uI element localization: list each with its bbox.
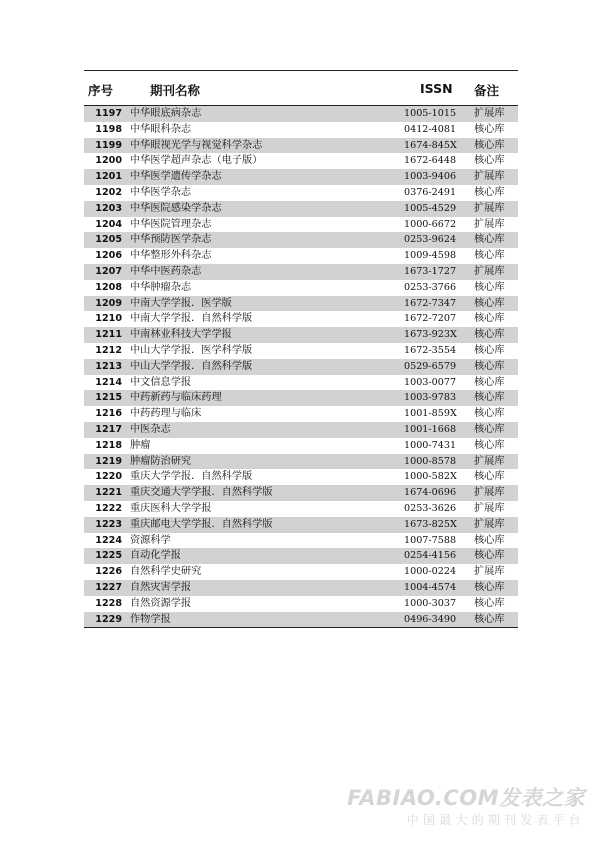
row-number: 1227 (95, 581, 122, 593)
row-number: 1218 (95, 439, 122, 451)
library-note: 扩展库 (474, 202, 505, 214)
library-note: 扩展库 (474, 455, 505, 467)
row-number: 1222 (95, 502, 122, 514)
issn-value: 1000-6672 (404, 218, 457, 230)
library-note: 核心库 (474, 471, 505, 483)
row-number: 1215 (95, 392, 122, 404)
journal-name: 肿瘤 (130, 439, 151, 451)
row-number: 1204 (95, 218, 122, 230)
journal-name: 中华医学遗传学杂志 (130, 171, 222, 183)
library-note: 扩展库 (474, 502, 505, 514)
table-row (84, 548, 518, 564)
issn-value: 1000-582X (404, 471, 457, 483)
row-number: 1224 (95, 534, 122, 546)
table-row (84, 153, 518, 169)
table-row (84, 169, 518, 185)
library-note: 扩展库 (474, 566, 505, 578)
table-row (84, 264, 518, 280)
issn-value: 0496-3490 (404, 613, 457, 625)
issn-value: 1005-4529 (404, 202, 457, 214)
table-row (84, 564, 518, 580)
row-number: 1229 (95, 613, 122, 625)
library-note: 核心库 (474, 234, 505, 246)
row-number: 1210 (95, 313, 122, 325)
library-note: 核心库 (474, 581, 505, 593)
table-row (84, 612, 518, 628)
journal-name: 中华肿瘤杂志 (130, 281, 192, 293)
row-number: 1212 (95, 344, 122, 356)
header-note: 备注 (474, 83, 500, 98)
header-name: 期刊名称 (150, 83, 201, 98)
table-row (84, 517, 518, 533)
row-number: 1199 (95, 139, 122, 151)
issn-value: 1000-0224 (404, 566, 457, 578)
table-row (84, 311, 518, 327)
journal-name: 中华医院管理杂志 (130, 218, 212, 230)
row-number: 1214 (95, 376, 122, 388)
journal-table (84, 70, 518, 628)
library-note: 扩展库 (474, 108, 505, 119)
issn-value: 1674-845X (404, 139, 457, 151)
library-note: 核心库 (474, 297, 505, 309)
table-row (84, 406, 518, 422)
issn-value: 1007-7588 (404, 534, 457, 546)
library-note: 扩展库 (474, 518, 505, 530)
issn-value: 1009-4598 (404, 250, 457, 262)
table-row (84, 596, 518, 612)
issn-value: 1672-7347 (404, 297, 457, 309)
library-note: 扩展库 (474, 487, 505, 499)
issn-value: 1003-9406 (404, 171, 457, 183)
row-number: 1209 (95, 297, 122, 309)
issn-value: 1001-859X (404, 408, 457, 420)
library-note: 扩展库 (474, 218, 505, 230)
table-body (84, 106, 518, 627)
row-number: 1226 (95, 566, 122, 578)
journal-name: 中华医学杂志 (130, 186, 192, 198)
journal-name: 中华眼科杂志 (130, 123, 192, 135)
row-number: 1221 (95, 487, 122, 499)
watermark-brand: FABIAO.COM发表之家 (347, 786, 585, 810)
table-row (84, 343, 518, 359)
table-row (84, 485, 518, 501)
library-note: 核心库 (474, 139, 505, 151)
journal-name: 中华中医药杂志 (130, 265, 202, 277)
table-row (84, 438, 518, 454)
journal-name: 中华眼视光学与视觉科学杂志 (130, 139, 263, 151)
row-number: 1217 (95, 423, 122, 435)
table-row (84, 248, 518, 264)
row-number: 1201 (95, 171, 122, 183)
journal-name: 中药新药与临床药理 (130, 392, 222, 404)
issn-value: 1005-1015 (404, 108, 457, 119)
issn-value: 0253-3766 (404, 281, 457, 293)
issn-value: 1000-3037 (404, 597, 457, 609)
issn-value: 1674-0696 (404, 487, 457, 499)
journal-name: 自然灾害学报 (130, 581, 192, 593)
table-row (84, 296, 518, 312)
table-row (84, 469, 518, 485)
table-row (84, 422, 518, 438)
row-number: 1219 (95, 455, 122, 467)
library-note: 扩展库 (474, 265, 505, 277)
issn-value: 0529-6579 (404, 360, 457, 372)
journal-name: 资源科学 (130, 534, 171, 546)
issn-value: 1003-0077 (404, 376, 457, 388)
table-row (84, 454, 518, 470)
journal-name: 重庆邮电大学学报．自然科学版 (130, 518, 273, 530)
journal-name: 自然科学史研究 (130, 566, 202, 578)
row-number: 1216 (95, 408, 122, 420)
journal-name: 自动化学报 (130, 550, 181, 562)
table-row (84, 501, 518, 517)
issn-value: 1672-6448 (404, 155, 457, 167)
issn-value: 1673-825X (404, 518, 457, 530)
issn-value: 1673-923X (404, 329, 457, 341)
journal-name: 中药药理与临床 (130, 408, 202, 420)
header-issn: ISSN (420, 81, 453, 96)
library-note: 核心库 (474, 329, 505, 341)
row-number: 1203 (95, 202, 122, 214)
row-number: 1206 (95, 250, 122, 262)
table-header (84, 71, 518, 105)
table-row (84, 201, 518, 217)
table-row (84, 106, 518, 122)
journal-name: 中山大学学报．自然科学版 (130, 360, 253, 372)
watermark-tagline: 中国最大的期刊发表平台 (406, 813, 585, 827)
table-row (84, 185, 518, 201)
journal-name: 重庆医科大学学报 (130, 502, 212, 514)
journal-name: 中华医学超声杂志（电子版） (130, 155, 263, 167)
row-number: 1211 (95, 329, 122, 341)
issn-value: 0253-9624 (404, 234, 457, 246)
row-number: 1213 (95, 360, 122, 372)
table-bottom-rule (84, 627, 518, 628)
issn-value: 0254-4156 (404, 550, 457, 562)
row-number: 1202 (95, 186, 122, 198)
issn-value: 1673-1727 (404, 265, 457, 277)
issn-value: 0412-4081 (404, 123, 457, 135)
header-no: 序号 (88, 83, 114, 98)
library-note: 扩展库 (474, 171, 505, 183)
library-note: 核心库 (474, 613, 505, 625)
table-row (84, 390, 518, 406)
library-note: 核心库 (474, 123, 505, 135)
library-note: 核心库 (474, 155, 505, 167)
journal-name: 中华眼底病杂志 (130, 108, 202, 119)
row-number: 1200 (95, 155, 122, 167)
library-note: 核心库 (474, 597, 505, 609)
row-number: 1223 (95, 518, 122, 530)
issn-value: 1000-7431 (404, 439, 457, 451)
watermark (340, 782, 585, 832)
journal-name: 中医杂志 (130, 423, 171, 435)
library-note: 核心库 (474, 186, 505, 198)
journal-name: 中华整形外科杂志 (130, 250, 212, 262)
row-number: 1207 (95, 265, 122, 277)
library-note: 核心库 (474, 423, 505, 435)
row-number: 1197 (95, 108, 122, 119)
issn-value: 1003-9783 (404, 392, 457, 404)
journal-name: 重庆交通大学学报．自然科学版 (130, 487, 273, 499)
table-row (84, 359, 518, 375)
issn-value: 0376-2491 (404, 186, 457, 198)
journal-name: 中华医院感染学杂志 (130, 202, 222, 214)
table-row (84, 217, 518, 233)
library-note: 核心库 (474, 250, 505, 262)
issn-value: 1672-7207 (404, 313, 457, 325)
journal-name: 重庆大学学报．自然科学版 (130, 471, 253, 483)
issn-value: 1004-4574 (404, 581, 457, 593)
library-note: 核心库 (474, 344, 505, 356)
journal-name: 中南大学学报．自然科学版 (130, 313, 253, 325)
journal-name: 作物学报 (130, 613, 171, 625)
library-note: 核心库 (474, 313, 505, 325)
table-row (84, 280, 518, 296)
library-note: 核心库 (474, 281, 505, 293)
library-note: 核心库 (474, 408, 505, 420)
issn-value: 0253-3626 (404, 502, 457, 514)
row-number: 1225 (95, 550, 122, 562)
journal-name: 肿瘤防治研究 (130, 455, 192, 467)
row-number: 1220 (95, 471, 122, 483)
library-note: 核心库 (474, 534, 505, 546)
journal-name: 中山大学学报．医学科学版 (130, 344, 253, 356)
table-row (84, 375, 518, 391)
library-note: 核心库 (474, 392, 505, 404)
journal-name: 自然资源学报 (130, 597, 192, 609)
table-row (84, 232, 518, 248)
row-number: 1228 (95, 597, 122, 609)
issn-value: 1672-3554 (404, 344, 457, 356)
journal-name: 中南大学学报．医学版 (130, 297, 232, 309)
table-row (84, 138, 518, 154)
table-row (84, 533, 518, 549)
journal-name: 中文信息学报 (130, 376, 192, 388)
row-number: 1205 (95, 234, 122, 246)
library-note: 核心库 (474, 439, 505, 451)
issn-value: 1000-8578 (404, 455, 457, 467)
issn-value: 1001-1668 (404, 423, 457, 435)
table-row (84, 580, 518, 596)
journal-name: 中华预防医学杂志 (130, 234, 212, 246)
journal-name: 中南林业科技大学学报 (130, 329, 232, 341)
library-note: 核心库 (474, 376, 505, 388)
row-number: 1198 (95, 123, 122, 135)
table-row (84, 327, 518, 343)
library-note: 核心库 (474, 550, 505, 562)
row-number: 1208 (95, 281, 122, 293)
library-note: 核心库 (474, 360, 505, 372)
table-row (84, 122, 518, 138)
